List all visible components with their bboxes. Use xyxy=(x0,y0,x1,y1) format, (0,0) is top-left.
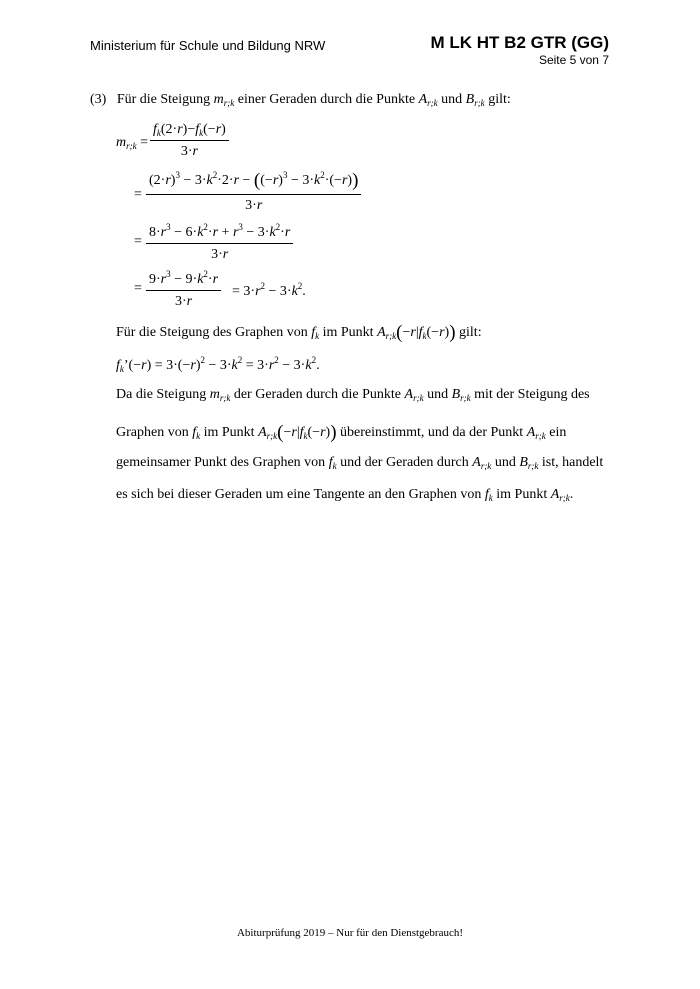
derivative-line: $f_k’(-r) = 3\cdot(-r)^2 - 3\cdot k^2 = 3\cdot r^2 - 3\cdot k^2$. xyxy=(116,355,320,374)
task-number: (3) xyxy=(90,92,107,107)
fraction-4: $\frac{9\cdot r^3 - 9\cdot k^2\cdot r}{3\cdot r}$ xyxy=(146,269,221,310)
fraction-1: $\frac{f_k(2\cdot r)-f_k(-r)}{3\cdot r}$ xyxy=(150,122,229,160)
fraction-3: $\frac{8\cdot r^3 - 6\cdot k^2\cdot r + r^3 - 3\cdot k^2\cdot r}{3\cdot r}$ xyxy=(146,222,293,263)
ministry-header: Ministerium für Schule und Bildung NRW xyxy=(90,38,326,53)
exam-code: M LK HT B2 GTR (GG) xyxy=(430,33,609,52)
tangent-line: Für die Steigung des Graphen von $f_k$ im Punkt $A_{r;k}(-r|f_k(-r))$ gilt: xyxy=(116,322,482,343)
eq-lhs: $m_{r;k}$ = xyxy=(116,135,149,151)
paragraph-line-3: gemeinsamer Punkt des Graphen von $f_k$ und der Geraden durch $A_{r;k}$ und $B_{r;k}$ ist, handelt xyxy=(116,455,604,471)
header-right xyxy=(431,33,609,67)
result-expression: = $3\cdot r^2 - 3\cdot k^2$. xyxy=(232,281,306,299)
slope-symbol: $m_{r;k}$ xyxy=(213,92,235,108)
intro-line: (3) Für die Steigung $m_{r;k}$ einer Geraden durch die Punkte $A_{r;k}$ und $B_{r;k}$ gilt: xyxy=(90,92,511,108)
fraction-2: $\frac{(2\cdot r)^3 - 3\cdot k^2\cdot 2\cdot r - ((-r)^3 - 3\cdot k^2\cdot(-r))}{3\cdot r}$ xyxy=(146,170,361,214)
paragraph-line-4: es sich bei dieser Geraden um eine Tangente an den Graphen von $f_k$ im Punkt $A_{r;k}$. xyxy=(116,487,574,503)
page-footer: Abiturprüfung 2019 – Nur für den Dienstgebrauch! xyxy=(236,927,464,939)
page-number: Seite 5 von 7 xyxy=(538,53,609,67)
paragraph-line-1: Da die Steigung $m_{r;k}$ der Geraden durch die Punkte $A_{r;k}$ und $B_{r;k}$ mit der Steigung des xyxy=(116,387,590,403)
paragraph-line-2: Graphen von $f_k$ im Punkt $A_{r;k}(-r|f_k(-r))$ übereinstimmt, und da der Punkt $A_{r;k}$ ein xyxy=(116,422,567,443)
